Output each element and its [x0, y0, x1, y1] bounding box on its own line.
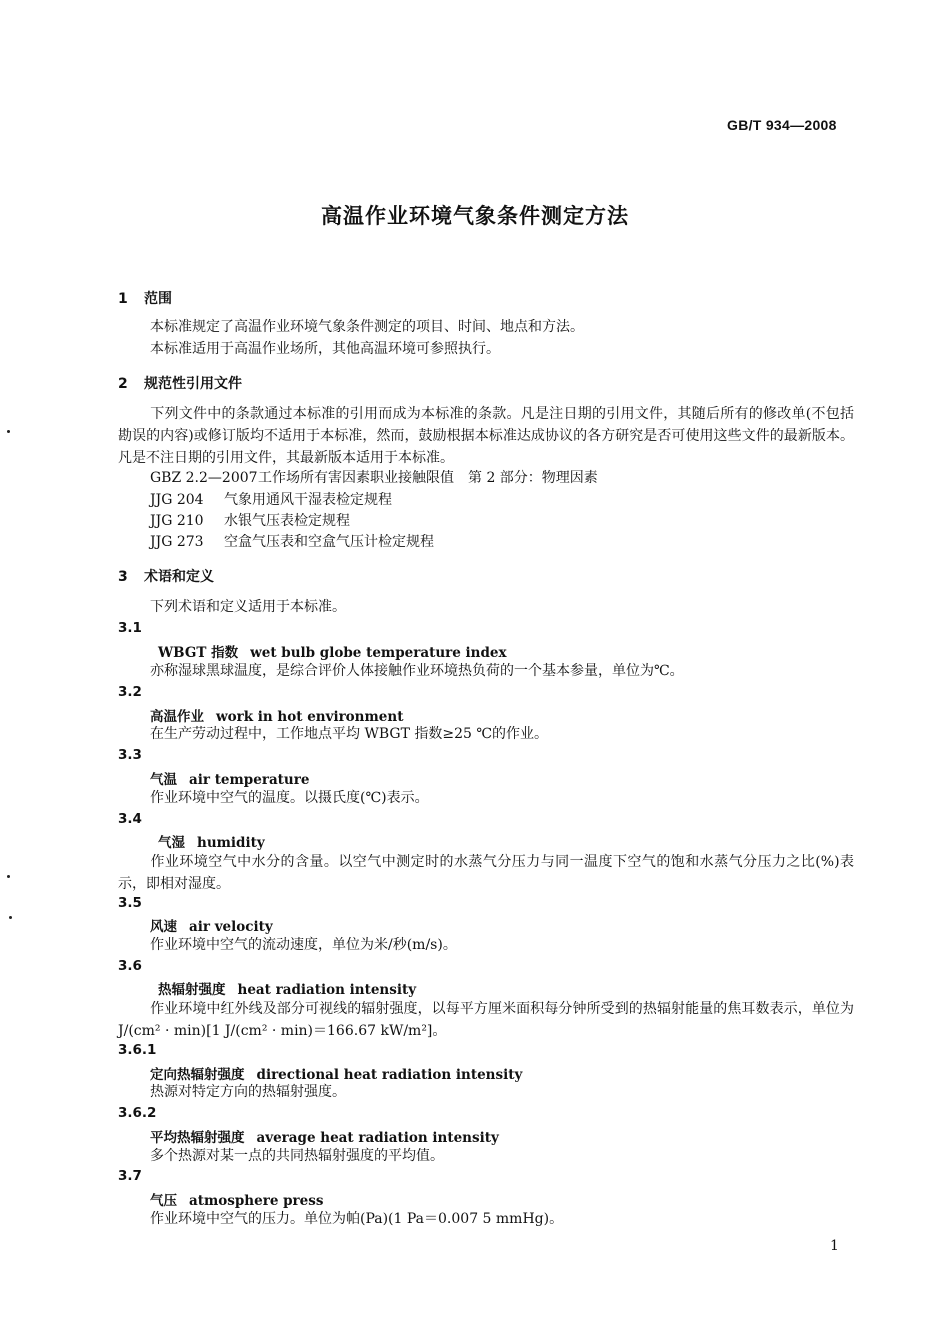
- definition-text: 作业环境中红外线及部分可视线的辐射强度，以每平方厘米面积每分钟所受到的热辐射能量的焦耳数表示，单位为 J/(cm² · min)[1 J/(cm² · min)＝166.67 kW/m²]。: [118, 1001, 854, 1039]
- term-title: [150, 768, 309, 788]
- reference-title: 水银气压表检定规程: [224, 513, 350, 529]
- term-definition: [118, 998, 854, 1042]
- standard-number: GB/T 934—2008: [727, 117, 837, 133]
- term-title: [150, 1126, 499, 1146]
- reference-item: [150, 532, 434, 553]
- term-title: [150, 1189, 323, 1209]
- term-number: 3.1: [118, 620, 142, 636]
- term-number: 3.7: [118, 1168, 142, 1184]
- term-definition: 在生产劳动过程中，工作地点平均 WBGT 指数≥25 ℃的作业。: [150, 726, 549, 742]
- reference-code: JJG 210: [150, 513, 204, 529]
- term-title: [150, 915, 273, 935]
- reference-item: [150, 468, 598, 489]
- term-cn: WBGT 指数: [158, 645, 239, 661]
- reference-title: 空盒气压表和空盒气压计检定规程: [224, 534, 434, 550]
- term-en: humidity: [197, 835, 265, 851]
- term-en: directional heat radiation intensity: [256, 1067, 523, 1083]
- term-cn: 气压: [150, 1193, 177, 1209]
- term-number: 3.4: [118, 811, 142, 827]
- section-title: 范围: [144, 291, 172, 307]
- term-en: work in hot environment: [216, 709, 404, 725]
- term-cn: 气湿: [158, 835, 185, 851]
- paragraph-text: 下列文件中的条款通过本标准的引用而成为本标准的条款。凡是注日期的引用文件，其随后所有的修改单(不包括勘误的内容)或修订版均不适用于本标准，然而，鼓励根据本标准达成协议的各方研究是否可使用这些文件的最新版本。凡是不注日期的引用文件，其最新版本适用于本标准。: [118, 406, 854, 466]
- term-definition: [118, 851, 854, 895]
- section-3-heading: [118, 566, 214, 586]
- term-title: [150, 705, 403, 725]
- scan-mark: [7, 875, 10, 878]
- term-number: 3.6: [118, 958, 142, 974]
- reference-item: [150, 511, 350, 532]
- reference-title: 气象用通风干湿表检定规程: [224, 492, 392, 508]
- section-number: 3: [118, 569, 128, 585]
- body-line: 本标准规定了高温作业环境气象条件测定的项目、时间、地点和方法。: [150, 319, 584, 335]
- scan-mark: [7, 430, 10, 433]
- term-title: [158, 978, 416, 998]
- term-number: 3.5: [118, 895, 142, 911]
- reference-item: [150, 490, 392, 511]
- reference-code: JJG 273: [150, 534, 204, 550]
- term-definition: 作业环境中空气的流动速度，单位为米/秒(m/s)。: [150, 937, 457, 953]
- term-cn: 高温作业: [150, 709, 204, 725]
- term-en: air temperature: [189, 772, 310, 788]
- term-title: [158, 641, 507, 661]
- term-number: 3.3: [118, 747, 142, 763]
- term-en: air velocity: [189, 919, 273, 935]
- term-cn: 风速: [150, 919, 177, 935]
- term-definition: 热源对特定方向的热辐射强度。: [150, 1084, 346, 1100]
- term-cn: 平均热辐射强度: [150, 1130, 245, 1146]
- reference-title: 工作场所有害因素职业接触限值 第 2 部分：物理因素: [258, 470, 598, 486]
- term-cn: 热辐射强度: [158, 982, 226, 998]
- term-number: 3.2: [118, 684, 142, 700]
- section-title: 规范性引用文件: [144, 376, 242, 392]
- body-line: 下列术语和定义适用于本标准。: [150, 599, 346, 615]
- term-title: [150, 1063, 522, 1083]
- term-number: 3.6.2: [118, 1105, 157, 1121]
- term-number: 3.6.1: [118, 1042, 157, 1058]
- term-cn: 定向热辐射强度: [150, 1067, 245, 1083]
- section-1-heading: [118, 288, 172, 308]
- definition-text: 作业环境空气中水分的含量。以空气中测定时的水蒸气分压力与同一温度下空气的饱和水蒸气分压力之比(%)表示，即相对湿度。: [118, 854, 854, 892]
- page-number: 1: [830, 1238, 839, 1254]
- reference-code: JJG 204: [150, 492, 204, 508]
- term-en: atmosphere press: [189, 1193, 324, 1209]
- term-en: average heat radiation intensity: [256, 1130, 499, 1146]
- term-title: [158, 831, 265, 851]
- paragraph: [118, 403, 854, 469]
- term-en: wet bulb globe temperature index: [250, 645, 507, 661]
- section-title: 术语和定义: [144, 569, 214, 585]
- term-definition: 作业环境中空气的压力。单位为帕(Pa)(1 Pa＝0.007 5 mmHg)。: [150, 1211, 564, 1227]
- section-number: 1: [118, 291, 128, 307]
- term-en: heat radiation intensity: [237, 982, 417, 998]
- term-definition: 多个热源对某一点的共同热辐射强度的平均值。: [150, 1148, 444, 1164]
- scan-mark: [9, 916, 12, 919]
- document-title: 高温作业环境气象条件测定方法: [321, 204, 629, 228]
- section-2-heading: [118, 373, 242, 393]
- section-number: 2: [118, 376, 128, 392]
- term-cn: 气温: [150, 772, 177, 788]
- reference-code: GBZ 2.2—2007: [150, 470, 258, 486]
- term-definition: 亦称湿球黑球温度，是综合评价人体接触作业环境热负荷的一个基本参量，单位为℃。: [150, 663, 684, 679]
- body-line: 本标准适用于高温作业场所，其他高温环境可参照执行。: [150, 341, 500, 357]
- term-definition: 作业环境中空气的温度。以摄氏度(℃)表示。: [150, 790, 429, 806]
